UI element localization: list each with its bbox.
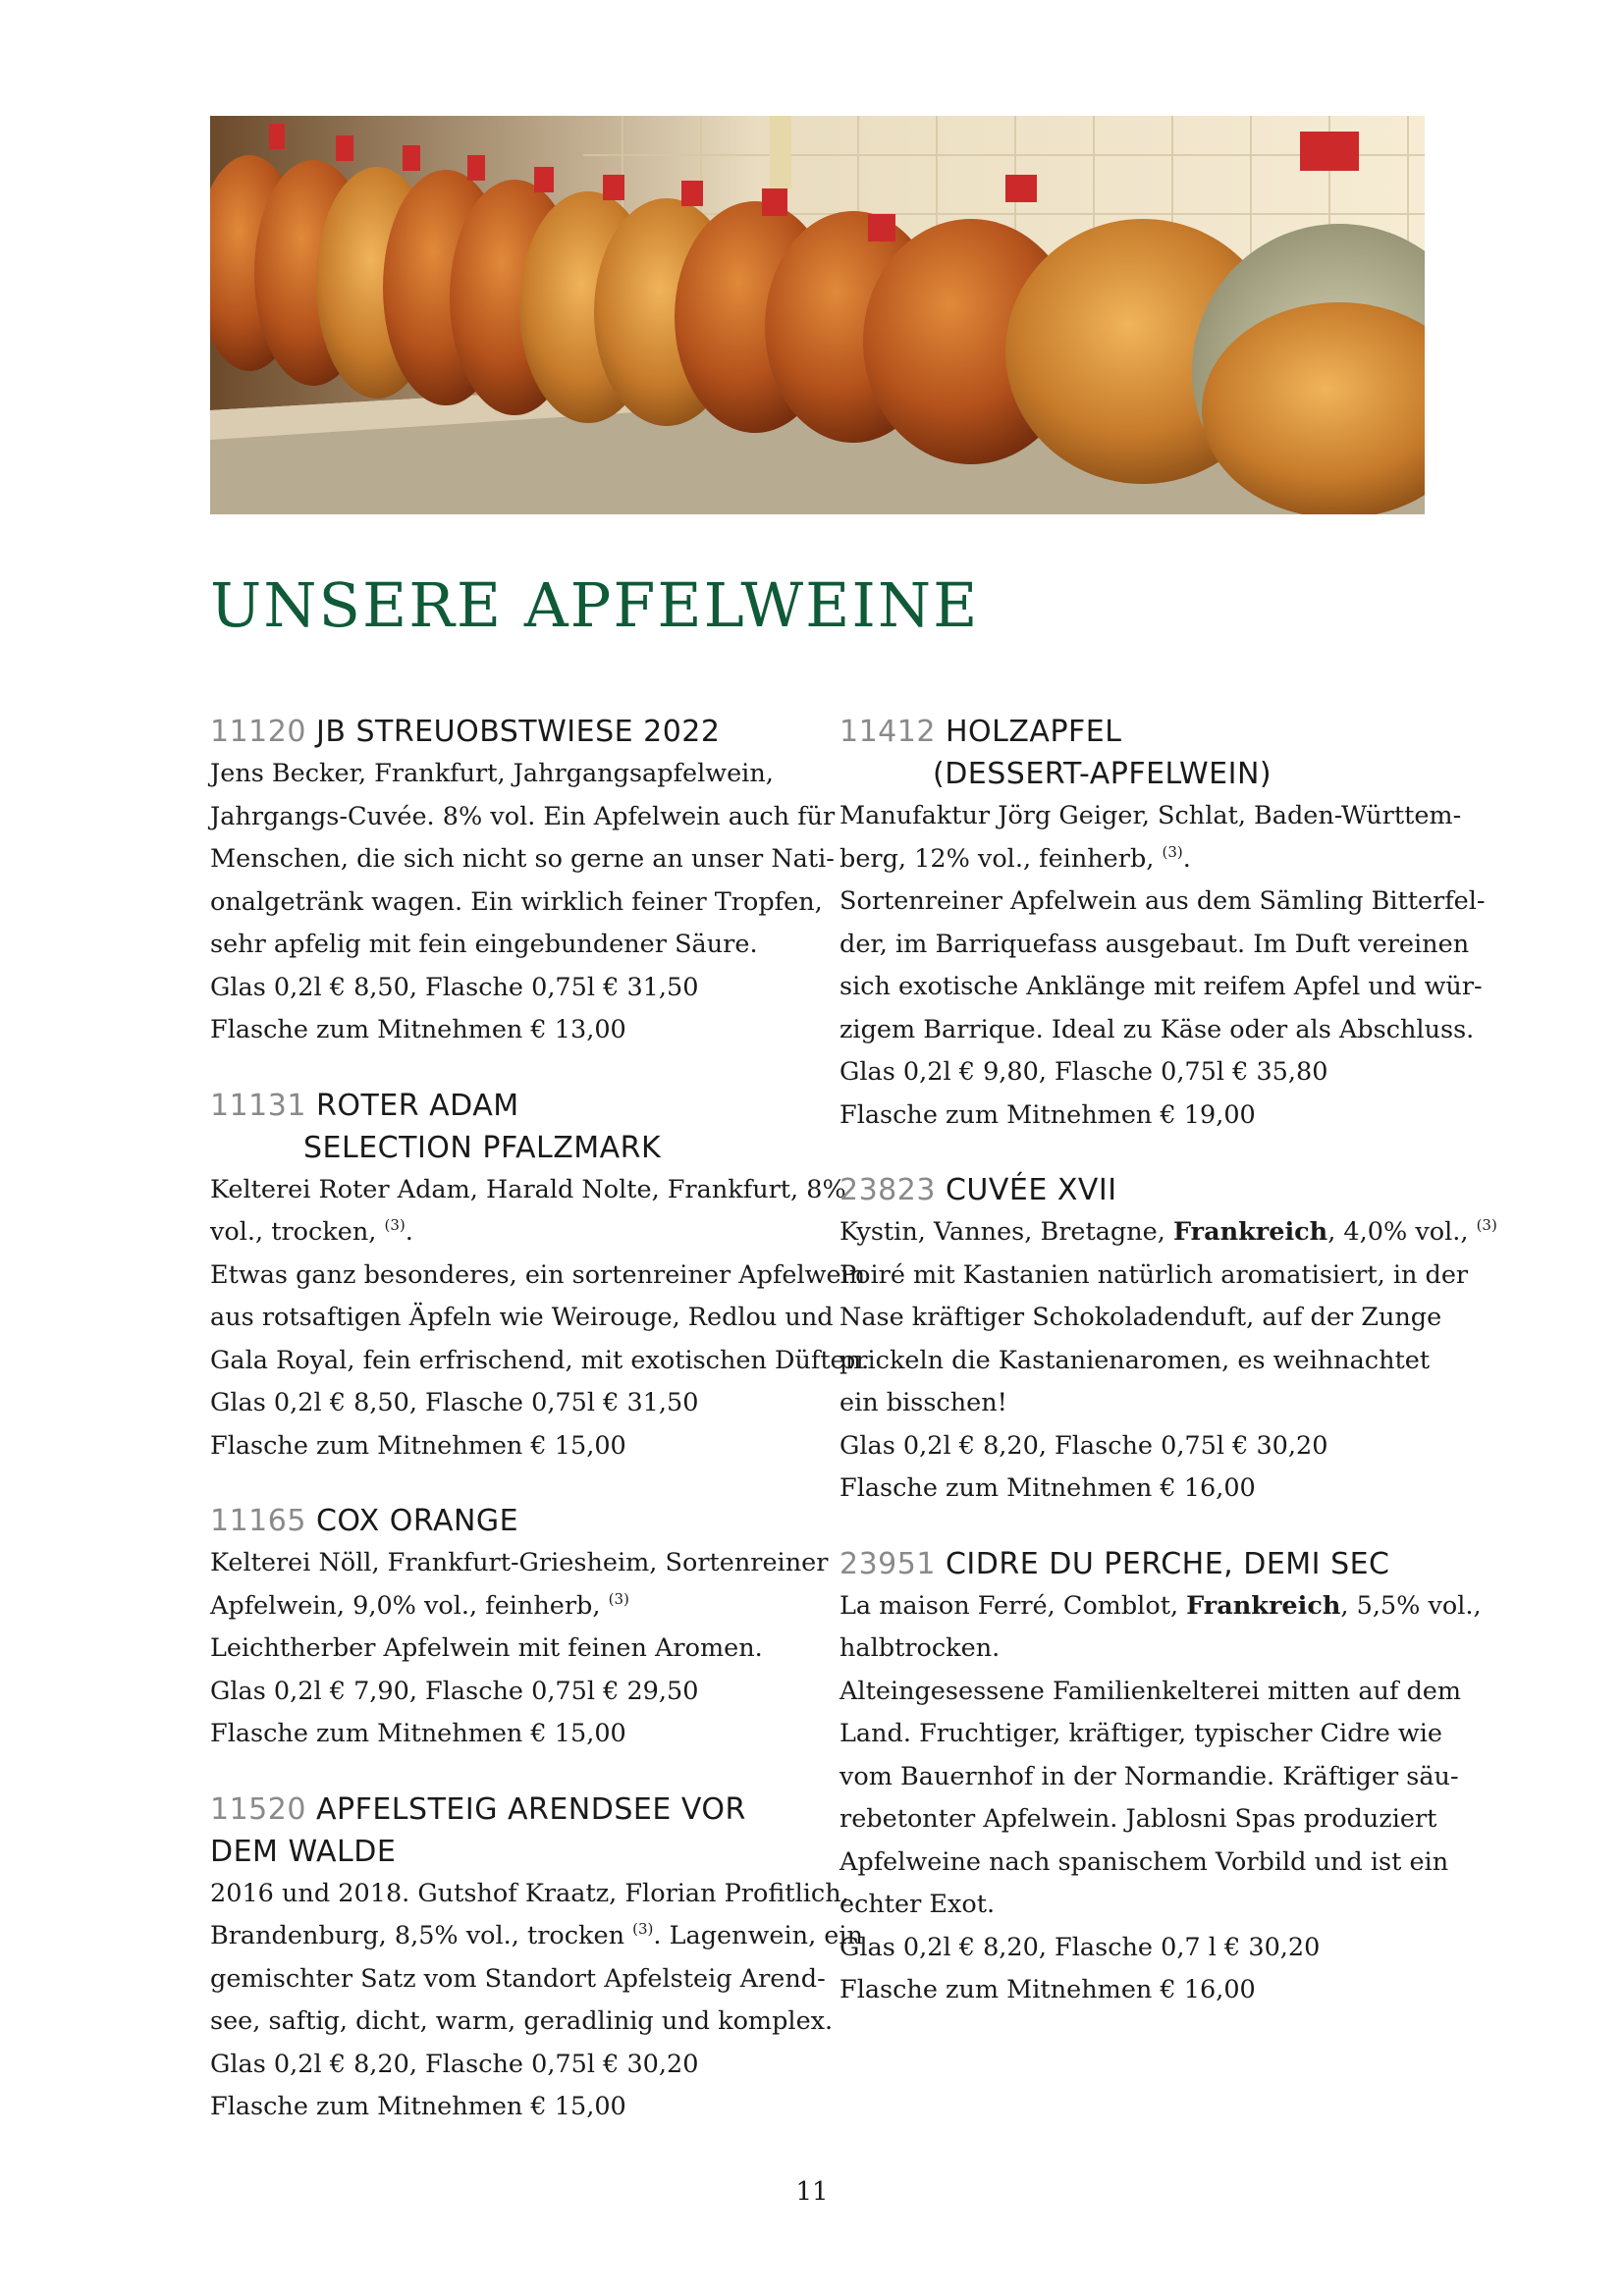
wine-number: 11120 [210,715,306,749]
demijohn-bottles-image [210,116,1425,514]
wine-desc-line: Etwas ganz besonderes, ein sortenreiner Apfelwein [210,1259,866,1290]
wine-desc-line [210,1585,799,1629]
wine-desc-line: see, saftig, dicht, warm, geradlinig und komplex. [210,2006,834,2036]
wine-entry [210,1085,870,1468]
wine-takeaway-price: Flasche zum Mitnehmen € 13,00 [210,1015,626,1044]
wine-desc-line: Alteingesessene Familienkelterei mitten auf dem [839,1676,1462,1706]
wine-desc-line: halbtrocken. [839,1633,1001,1663]
page-number: 11 [795,2177,829,2207]
wine-desc-line [210,1211,799,1255]
footnote-marker: (3) [384,1216,406,1234]
wine-price-line: Glas 0,2l € 9,80, Flasche 0,75l € 35,80 [839,1057,1328,1087]
wine-desc-text: , 5,5% vol., [1340,1590,1482,1621]
wine-name: HOLZAPFEL [945,715,1122,749]
wine-desc-line: Manufaktur Jörg Geiger, Schlat, Baden-Württem- [839,801,1462,830]
wine-desc-line: Leichtherber Apfelwein mit feinen Aromen. [210,1633,763,1663]
wine-title [210,1500,799,1542]
wine-desc-line: sehr apfelig mit fein eingebundener Säure. [210,930,758,959]
footnote-marker: (3) [1476,1216,1497,1234]
wine-name: CIDRE DU PERCHE, DEMI SEC [945,1546,1390,1581]
wine-desc-line [210,1915,863,1958]
wine-desc-line: Kelterei Nöll, Frankfurt-Griesheim, Sortenreiner [210,1548,829,1577]
wine-desc-text: , 4,0% vol., [1327,1217,1477,1247]
wine-takeaway-price: Flasche zum Mitnehmen € 15,00 [210,1719,626,1748]
wine-title [210,1789,799,1873]
footnote-marker: (3) [1162,842,1183,861]
wine-desc-line: onalgetränk wagen. Ein wirklich feiner Tropfen, [210,886,823,917]
wine-number: 11131 [210,1088,306,1123]
wine-entry [839,1543,1482,2012]
wine-desc-line: Land. Fruchtiger, kräftiger, typischer Cidre wie [839,1719,1442,1748]
wine-entry [210,1500,829,1756]
wine-takeaway-price: Flasche zum Mitnehmen € 15,00 [210,1430,626,1461]
wine-number: 23823 [839,1173,936,1207]
wine-desc-line: Menschen, die sich nicht so gerne an unser Nati- [210,844,835,874]
wine-takeaway-price: Flasche zum Mitnehmen € 16,00 [839,1975,1256,2004]
wine-name-continued: (DESSERT-APFELWEIN) [933,757,1272,791]
wine-number: 11412 [839,715,936,749]
wine-name: APFELSTEIG ARENDSEE VOR [315,1791,746,1827]
wine-desc-line: Jahrgangs-Cuvée. 8% vol. Ein Apfelwein auch für [210,801,836,831]
wine-desc-line [839,1585,1482,1629]
wine-desc-text: La maison Ferré, Comblot, [839,1590,1187,1621]
wine-takeaway-price: Flasche zum Mitnehmen € 19,00 [839,1099,1256,1130]
wine-desc-line: prickeln die Kastanienaromen, es weihnachtet [839,1345,1431,1375]
left-column [210,711,870,2162]
wine-desc-line: Gala Royal, fein erfrischend, mit exotischen Düften. [210,1345,870,1375]
wine-desc-line: 2016 und 2018. Gutshof Kraatz, Florian Profitlich, [210,1878,849,1908]
wine-desc-line [839,838,1429,881]
wine-title [839,1169,1429,1211]
wine-desc-text: . Lagenwein, ein [653,1921,863,1950]
wine-desc-line: vom Bauernhof in der Normandie. Kräftiger säu- [839,1761,1459,1791]
wine-price-line: Glas 0,2l € 8,20, Flasche 0,7 l € 30,20 [839,1932,1321,1962]
wine-desc-text: vol., trocken, [210,1217,385,1247]
wine-desc-line [839,1211,1497,1255]
period: . [405,1217,413,1247]
wine-desc-line: gemischter Satz vom Standort Apfelsteig Arend- [210,1963,826,1994]
wine-desc-line: aus rotsaftigen Äpfeln wie Weirouge, Redlou und [210,1303,834,1332]
wine-title [839,1543,1429,1585]
wine-desc-line: echter Exot. [839,1890,996,1919]
wine-number: 11520 [210,1791,306,1827]
wine-price-line: Glas 0,2l € 7,90, Flasche 0,75l € 29,50 [210,1676,699,1706]
footnote-marker: (3) [608,1589,629,1608]
wine-number: 23951 [839,1546,936,1581]
wine-desc-text: berg, 12% vol., feinherb, [839,843,1163,874]
wine-price-line: Glas 0,2l € 8,20, Flasche 0,75l € 30,20 [210,2049,699,2079]
wine-takeaway-price: Flasche zum Mitnehmen € 16,00 [839,1473,1256,1503]
wine-desc-line: Kelterei Roter Adam, Harald Nolte, Frankfurt, 8% [210,1174,846,1204]
wine-name: CUVÉE XVII [945,1173,1117,1207]
wine-desc-line: Apfelweine nach spanischem Vorbild und ist ein [839,1846,1449,1877]
wine-name-continued: SELECTION PFALZMARK [303,1130,662,1165]
wine-desc-text: Kystin, Vannes, Bretagne, [839,1217,1173,1247]
wine-title [210,711,799,753]
wine-desc-text: Apfelwein, 9,0% vol., feinherb, [210,1590,609,1621]
wine-desc-line: rebetonter Apfelwein. Jablosni Spas produziert [839,1804,1437,1834]
wine-desc-line: zigem Barrique. Ideal zu Käse oder als Abschluss. [839,1014,1475,1044]
wine-entry [839,1169,1497,1511]
wine-number: 11165 [210,1504,306,1538]
wine-desc-line: Sortenreiner Apfelwein aus dem Sämling Bitterfel- [839,886,1486,916]
footnote-marker: (3) [632,1920,654,1938]
wine-title [210,1085,799,1169]
wine-price-line: Glas 0,2l € 8,20, Flasche 0,75l € 30,20 [839,1430,1328,1461]
wine-desc-line: Poiré mit Kastanien natürlich aromatisiert, in der [839,1259,1469,1290]
wine-desc-line: der, im Barriquefass ausgebaut. Im Duft vereinen [839,929,1470,959]
wine-entry [210,1789,863,2129]
period: . [1182,843,1191,874]
wine-desc-line: ein bisschen! [839,1388,1007,1417]
wine-desc-line: Jens Becker, Frankfurt, Jahrgangsapfelwein, [210,759,774,788]
wine-desc-line: sich exotische Anklänge mit reifem Apfel und wür- [839,972,1483,1001]
wine-name: JB STREUOBSTWIESE 2022 [315,715,721,749]
country-bold: Frankreich [1186,1590,1341,1621]
wine-price-line: Glas 0,2l € 8,50, Flasche 0,75l € 31,50 [210,972,699,1002]
right-column [839,711,1497,2045]
wine-desc-line: Nase kräftiger Schokoladenduft, auf der Zunge [839,1303,1442,1332]
country-bold: Frankreich [1172,1217,1328,1247]
demijohn-bottles-photo [210,116,1425,514]
wine-title [839,711,1429,795]
page-title: UNSERE APFELWEINE [210,569,980,641]
wine-takeaway-price: Flasche zum Mitnehmen € 15,00 [210,2092,626,2121]
wine-name: COX ORANGE [315,1504,519,1538]
wine-name: ROTER ADAM [315,1088,519,1123]
wine-desc-text: Brandenburg, 8,5% vol., trocken [210,1921,633,1950]
wine-entry [210,711,836,1052]
wine-entry [839,711,1486,1137]
wine-name-line2: DEM WALDE [210,1834,397,1869]
wine-price-line: Glas 0,2l € 8,50, Flasche 0,75l € 31,50 [210,1388,699,1417]
